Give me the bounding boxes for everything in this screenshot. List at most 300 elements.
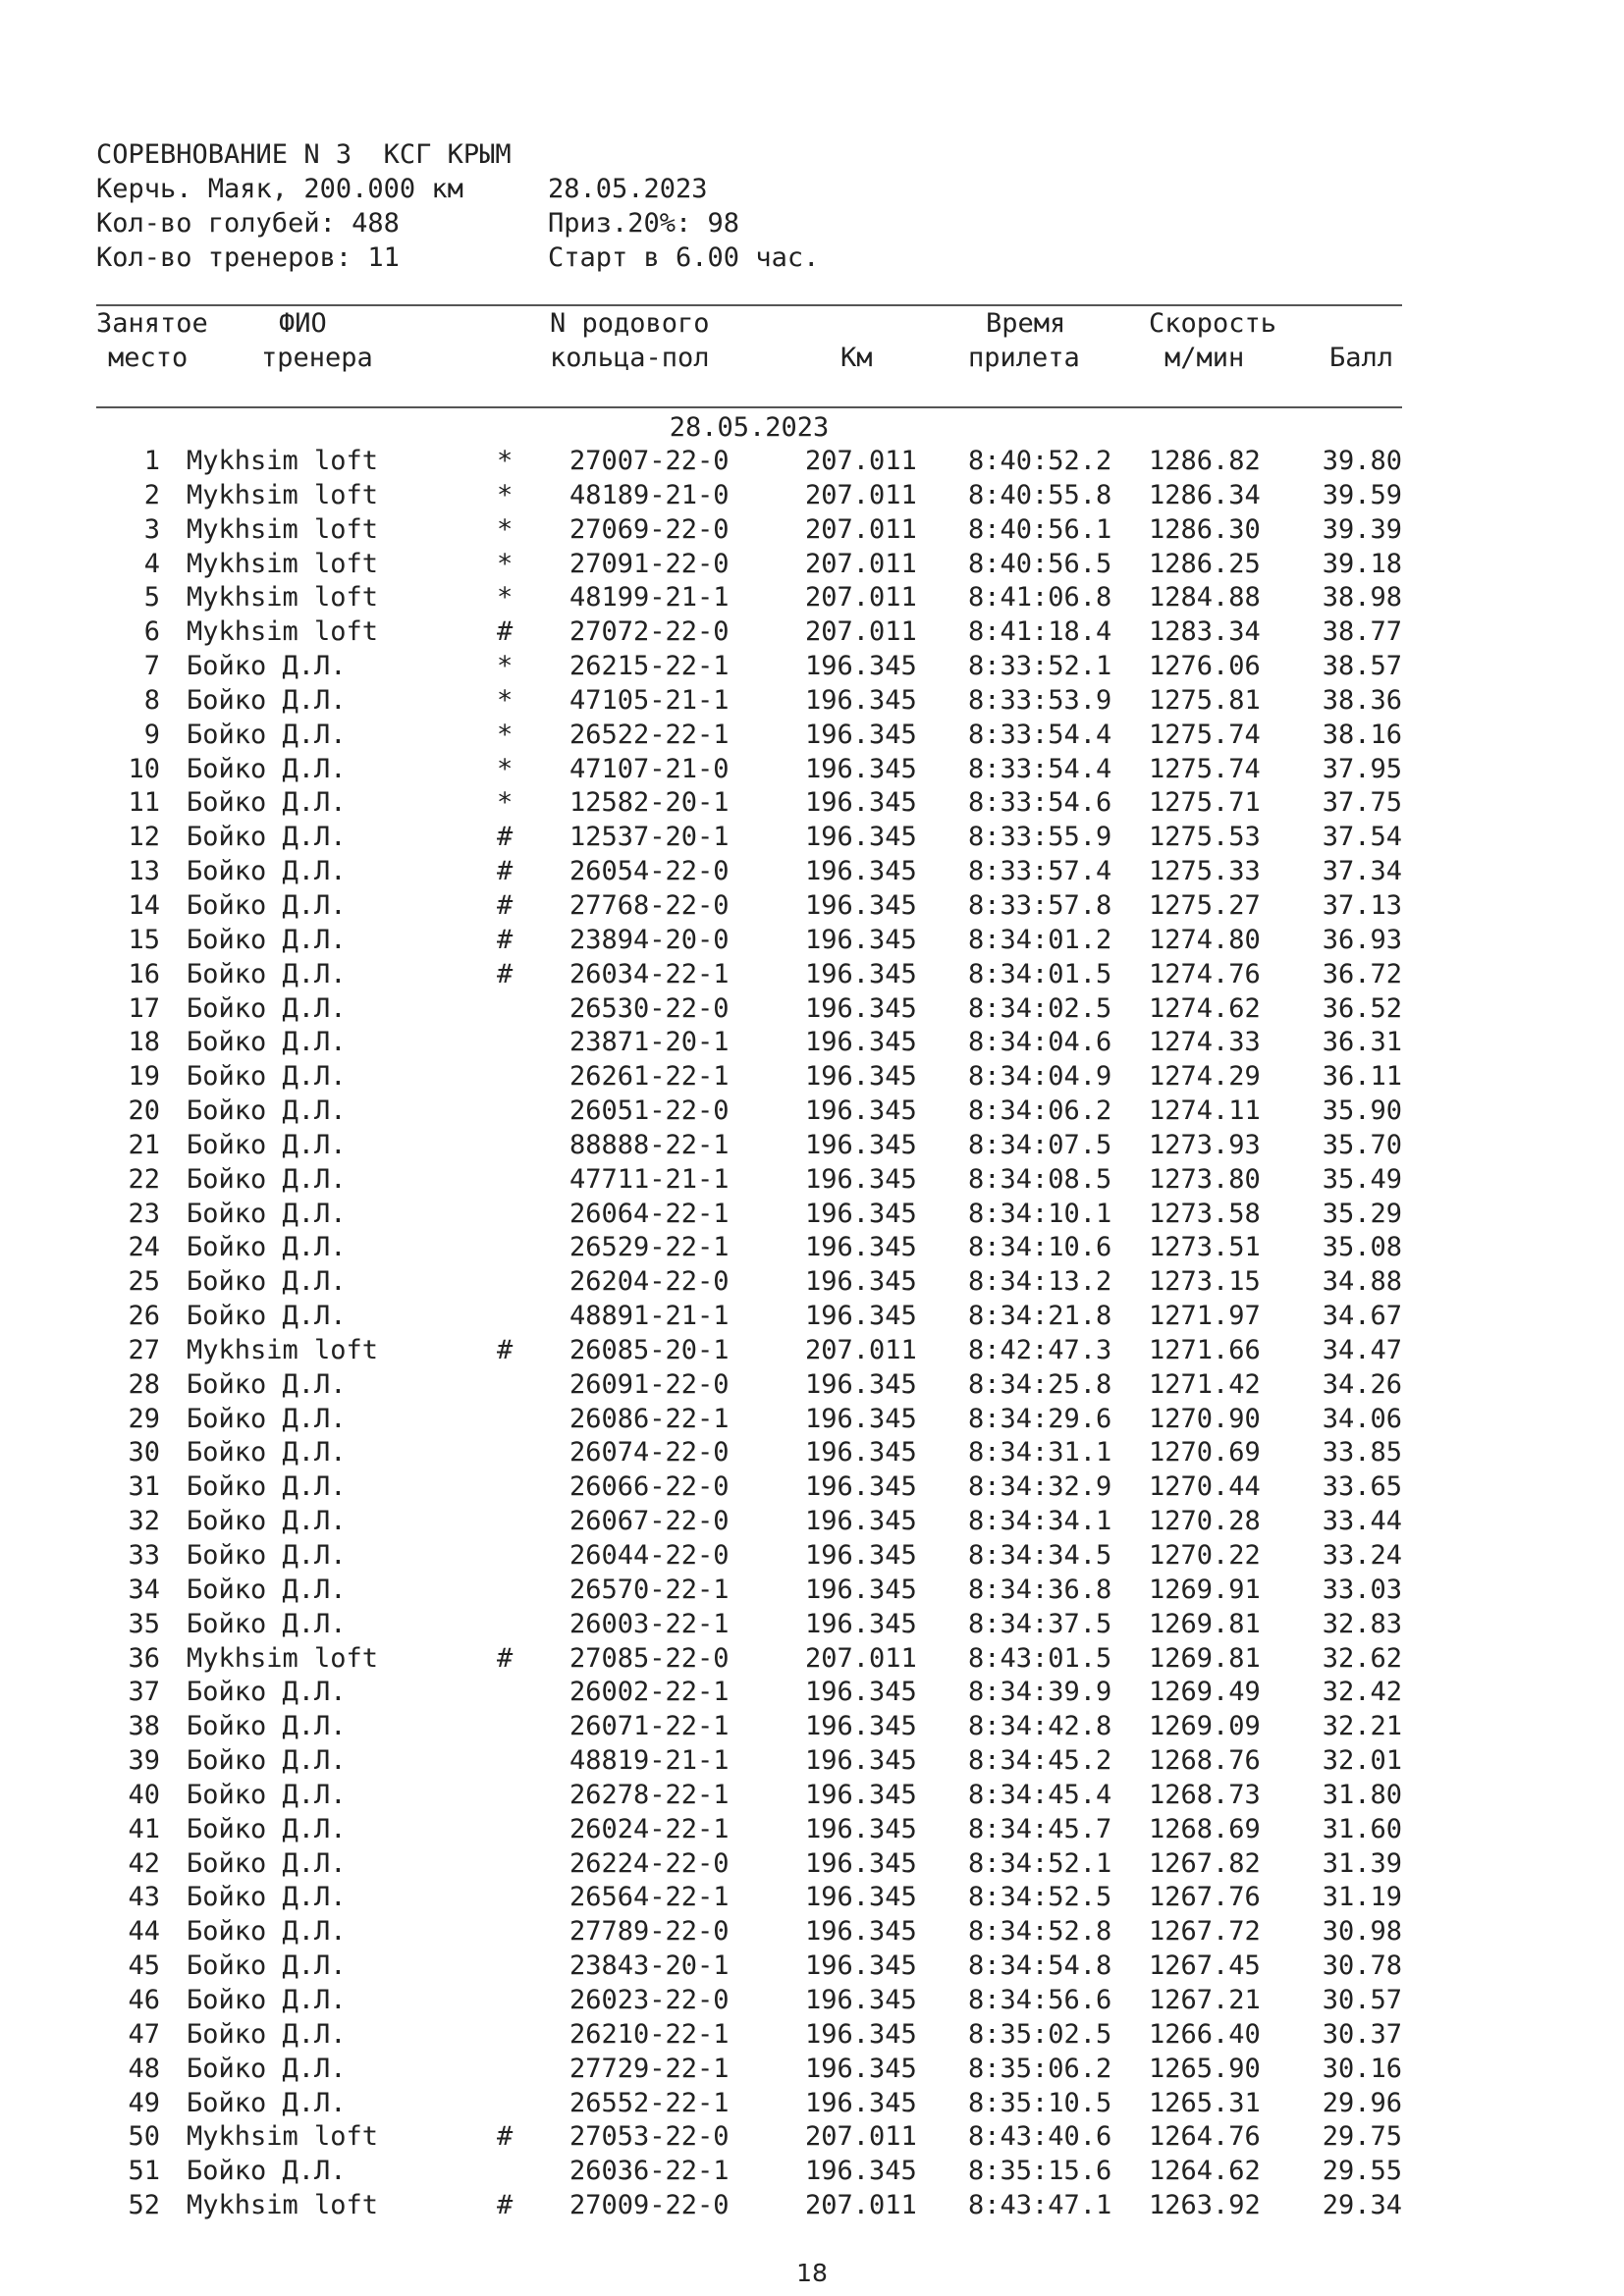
col-header-place-line1: Занятое xyxy=(96,308,208,339)
cell-trainer-name: Бойко Д.Л. xyxy=(187,2018,347,2050)
cell-ring-number: 26086-22-1 xyxy=(569,1403,730,1434)
cell-speed: 1273.80 xyxy=(1149,1163,1261,1195)
cell-arrival-time: 8:33:52.1 xyxy=(968,651,1112,682)
cell-mark: # xyxy=(497,2190,514,2221)
cell-score: 34.47 xyxy=(1322,1334,1402,1365)
cell-ring-number: 27069-22-0 xyxy=(569,513,730,545)
cell-distance-km: 196.345 xyxy=(805,924,917,955)
cell-mark: * xyxy=(497,719,514,750)
cell-trainer-name: Бойко Д.Л. xyxy=(187,1403,347,1434)
cell-place: 42 xyxy=(128,1847,160,1879)
table-row xyxy=(96,1744,1402,1779)
pigeons-info-line xyxy=(96,206,819,240)
cell-mark: # xyxy=(497,2121,514,2153)
cell-mark: * xyxy=(497,651,514,682)
cell-speed: 1286.25 xyxy=(1149,548,1261,579)
cell-trainer-name: Mykhsim loft xyxy=(187,582,379,614)
cell-place: 50 xyxy=(128,2121,160,2153)
cell-distance-km: 196.345 xyxy=(805,1984,917,2015)
cell-score: 32.01 xyxy=(1322,1745,1402,1777)
cell-distance-km: 207.011 xyxy=(805,582,917,614)
table-row xyxy=(96,719,1402,753)
cell-speed: 1268.69 xyxy=(1149,1813,1261,1844)
cell-distance-km: 196.345 xyxy=(805,1232,917,1263)
cell-ring-number: 26530-22-0 xyxy=(569,992,730,1024)
cell-ring-number: 26024-22-1 xyxy=(569,1813,730,1844)
cell-place: 47 xyxy=(128,2018,160,2050)
cell-place: 14 xyxy=(128,889,160,921)
cell-arrival-time: 8:33:54.4 xyxy=(968,753,1112,784)
cell-trainer-name: Бойко Д.Л. xyxy=(187,1847,347,1879)
cell-mark: # xyxy=(497,1642,514,1674)
cell-ring-number: 88888-22-1 xyxy=(569,1129,730,1160)
cell-ring-number: 27789-22-0 xyxy=(569,1916,730,1948)
cell-mark: # xyxy=(497,924,514,955)
cell-score: 36.72 xyxy=(1322,958,1402,989)
cell-distance-km: 207.011 xyxy=(805,1334,917,1365)
race-date: 28.05.2023 xyxy=(548,174,708,204)
cell-score: 35.29 xyxy=(1322,1198,1402,1229)
table-row xyxy=(96,1095,1402,1129)
cell-arrival-time: 8:34:32.9 xyxy=(968,1471,1112,1503)
cell-speed: 1269.91 xyxy=(1149,1574,1261,1605)
report-header xyxy=(96,137,819,275)
table-row xyxy=(96,1984,1402,2018)
cell-place: 9 xyxy=(143,719,160,750)
cell-score: 35.90 xyxy=(1322,1095,1402,1127)
cell-ring-number: 26210-22-1 xyxy=(569,2018,730,2050)
cell-mark: # xyxy=(497,958,514,989)
cell-speed: 1271.66 xyxy=(1149,1334,1261,1365)
cell-arrival-time: 8:34:42.8 xyxy=(968,1711,1112,1742)
cell-trainer-name: Бойко Д.Л. xyxy=(187,753,347,784)
cell-score: 37.13 xyxy=(1322,889,1402,921)
cell-place: 7 xyxy=(143,651,160,682)
cell-trainer-name: Бойко Д.Л. xyxy=(187,787,347,819)
cell-place: 16 xyxy=(128,958,160,989)
cell-trainer-name: Бойко Д.Л. xyxy=(187,822,347,853)
cell-place: 28 xyxy=(128,1368,160,1400)
cell-place: 12 xyxy=(128,822,160,853)
table-row xyxy=(96,1676,1402,1710)
cell-arrival-time: 8:35:06.2 xyxy=(968,2053,1112,2084)
cell-score: 38.98 xyxy=(1322,582,1402,614)
cell-distance-km: 196.345 xyxy=(805,1301,917,1332)
table-row xyxy=(96,2087,1402,2121)
cell-place: 37 xyxy=(128,1677,160,1708)
cell-speed: 1269.49 xyxy=(1149,1677,1261,1708)
cell-score: 30.57 xyxy=(1322,1984,1402,2015)
cell-distance-km: 196.345 xyxy=(805,684,917,716)
cell-speed: 1269.81 xyxy=(1149,1608,1261,1639)
cell-ring-number: 26570-22-1 xyxy=(569,1574,730,1605)
col-header-speed-line1: Скорость xyxy=(1149,308,1277,339)
cell-trainer-name: Бойко Д.Л. xyxy=(187,958,347,989)
cell-trainer-name: Бойко Д.Л. xyxy=(187,1368,347,1400)
cell-ring-number: 23843-20-1 xyxy=(569,1950,730,1982)
col-header-place xyxy=(96,306,208,375)
cell-speed: 1273.58 xyxy=(1149,1198,1261,1229)
cell-place: 49 xyxy=(128,2087,160,2118)
cell-speed: 1274.62 xyxy=(1149,992,1261,1024)
col-header-ring-line1: N родового xyxy=(550,308,710,339)
cell-arrival-time: 8:43:47.1 xyxy=(968,2190,1112,2221)
cell-score: 34.88 xyxy=(1322,1266,1402,1298)
cell-ring-number: 48189-21-0 xyxy=(569,479,730,510)
cell-trainer-name: Бойко Д.Л. xyxy=(187,1882,347,1913)
cell-distance-km: 196.345 xyxy=(805,1847,917,1879)
cell-place: 31 xyxy=(128,1471,160,1503)
cell-place: 13 xyxy=(128,856,160,887)
cell-score: 36.93 xyxy=(1322,924,1402,955)
cell-distance-km: 196.345 xyxy=(805,856,917,887)
competition-title: СОРЕВНОВАНИЕ N 3 КСГ КРЫМ xyxy=(96,139,512,170)
cell-distance-km: 196.345 xyxy=(805,1882,917,1913)
cell-ring-number: 26067-22-0 xyxy=(569,1506,730,1537)
cell-speed: 1275.71 xyxy=(1149,787,1261,819)
cell-mark: * xyxy=(497,753,514,784)
cell-mark: # xyxy=(497,856,514,887)
col-header-speed-line2: м/мин xyxy=(1164,343,1245,373)
cell-arrival-time: 8:34:08.5 xyxy=(968,1163,1112,1195)
cell-trainer-name: Бойко Д.Л. xyxy=(187,1471,347,1503)
cell-score: 31.19 xyxy=(1322,1882,1402,1913)
cell-trainer-name: Mykhsim loft xyxy=(187,616,379,648)
trainers-info-line xyxy=(96,240,819,275)
cell-arrival-time: 8:34:01.2 xyxy=(968,924,1112,955)
cell-arrival-time: 8:33:57.4 xyxy=(968,856,1112,887)
table-row xyxy=(96,1163,1402,1198)
cell-arrival-time: 8:35:15.6 xyxy=(968,2156,1112,2187)
cell-trainer-name: Бойко Д.Л. xyxy=(187,924,347,955)
cell-trainer-name: Бойко Д.Л. xyxy=(187,2053,347,2084)
cell-arrival-time: 8:34:52.8 xyxy=(968,1916,1112,1948)
cell-arrival-time: 8:33:55.9 xyxy=(968,822,1112,853)
cell-mark: * xyxy=(497,513,514,545)
cell-place: 48 xyxy=(128,2053,160,2084)
cell-trainer-name: Бойко Д.Л. xyxy=(187,1061,347,1093)
cell-trainer-name: Бойко Д.Л. xyxy=(187,1540,347,1571)
cell-arrival-time: 8:33:57.8 xyxy=(968,889,1112,921)
cell-place: 32 xyxy=(128,1506,160,1537)
cell-trainer-name: Mykhsim loft xyxy=(187,2190,379,2221)
cell-arrival-time: 8:34:45.4 xyxy=(968,1779,1112,1810)
col-header-km xyxy=(840,306,873,375)
cell-score: 39.59 xyxy=(1322,479,1402,510)
cell-distance-km: 196.345 xyxy=(805,1813,917,1844)
cell-distance-km: 196.345 xyxy=(805,1027,917,1058)
cell-score: 32.83 xyxy=(1322,1608,1402,1639)
cell-place: 51 xyxy=(128,2156,160,2187)
cell-arrival-time: 8:34:04.6 xyxy=(968,1027,1112,1058)
race-location: Керчь. Маяк, 200.000 км xyxy=(96,174,463,204)
cell-place: 18 xyxy=(128,1027,160,1058)
cell-arrival-time: 8:34:56.6 xyxy=(968,1984,1112,2015)
table-row xyxy=(96,821,1402,855)
cell-speed: 1270.44 xyxy=(1149,1471,1261,1503)
cell-place: 1 xyxy=(143,446,160,476)
cell-distance-km: 207.011 xyxy=(805,1642,917,1674)
cell-distance-km: 196.345 xyxy=(805,992,917,1024)
cell-speed: 1274.33 xyxy=(1149,1027,1261,1058)
cell-ring-number: 27009-22-0 xyxy=(569,2190,730,2221)
cell-ring-number: 27007-22-0 xyxy=(569,446,730,476)
cell-arrival-time: 8:35:10.5 xyxy=(968,2087,1112,2118)
cell-trainer-name: Бойко Д.Л. xyxy=(187,651,347,682)
cell-score: 29.75 xyxy=(1322,2121,1402,2153)
cell-trainer-name: Mykhsim loft xyxy=(187,513,379,545)
cell-distance-km: 196.345 xyxy=(805,2087,917,2118)
cell-arrival-time: 8:34:34.1 xyxy=(968,1506,1112,1537)
cell-arrival-time: 8:34:36.8 xyxy=(968,1574,1112,1605)
cell-place: 45 xyxy=(128,1950,160,1982)
cell-distance-km: 196.345 xyxy=(805,1574,917,1605)
cell-score: 30.37 xyxy=(1322,2018,1402,2050)
start-time: Старт в 6.00 час. xyxy=(548,242,820,273)
table-row xyxy=(96,855,1402,889)
cell-score: 34.06 xyxy=(1322,1403,1402,1434)
cell-ring-number: 26051-22-0 xyxy=(569,1095,730,1127)
col-header-name-line2: тренера xyxy=(261,343,373,373)
cell-distance-km: 207.011 xyxy=(805,2121,917,2153)
cell-trainer-name: Бойко Д.Л. xyxy=(187,856,347,887)
cell-place: 52 xyxy=(128,2190,160,2221)
cell-distance-km: 196.345 xyxy=(805,1950,917,1982)
cell-speed: 1263.92 xyxy=(1149,2190,1261,2221)
cell-ring-number: 26552-22-1 xyxy=(569,2087,730,2118)
cell-score: 34.67 xyxy=(1322,1301,1402,1332)
cell-distance-km: 207.011 xyxy=(805,548,917,579)
cell-score: 39.80 xyxy=(1322,446,1402,476)
cell-trainer-name: Бойко Д.Л. xyxy=(187,1027,347,1058)
cell-arrival-time: 8:34:10.6 xyxy=(968,1232,1112,1263)
cell-trainer-name: Бойко Д.Л. xyxy=(187,1506,347,1537)
cell-speed: 1270.90 xyxy=(1149,1403,1261,1434)
cell-trainer-name: Бойко Д.Л. xyxy=(187,684,347,716)
cell-distance-km: 196.345 xyxy=(805,1779,917,1810)
page-number: 18 xyxy=(796,2259,828,2287)
cell-speed: 1274.11 xyxy=(1149,1095,1261,1127)
cell-score: 33.65 xyxy=(1322,1471,1402,1503)
cell-score: 38.36 xyxy=(1322,684,1402,716)
cell-speed: 1275.81 xyxy=(1149,684,1261,716)
cell-trainer-name: Бойко Д.Л. xyxy=(187,1095,347,1127)
cell-ring-number: 26054-22-0 xyxy=(569,856,730,887)
cell-speed: 1276.06 xyxy=(1149,651,1261,682)
cell-trainer-name: Бойко Д.Л. xyxy=(187,719,347,750)
cell-speed: 1269.09 xyxy=(1149,1711,1261,1742)
cell-trainer-name: Бойко Д.Л. xyxy=(187,1266,347,1298)
cell-arrival-time: 8:34:02.5 xyxy=(968,992,1112,1024)
cell-distance-km: 196.345 xyxy=(805,1061,917,1093)
cell-distance-km: 196.345 xyxy=(805,1437,917,1468)
cell-arrival-time: 8:40:55.8 xyxy=(968,479,1112,510)
col-header-ring xyxy=(550,306,710,375)
table-row xyxy=(96,2018,1402,2053)
cell-ring-number: 26044-22-0 xyxy=(569,1540,730,1571)
table-row xyxy=(96,2120,1402,2155)
cell-score: 38.77 xyxy=(1322,616,1402,648)
cell-place: 34 xyxy=(128,1574,160,1605)
cell-speed: 1286.34 xyxy=(1149,479,1261,510)
cell-score: 38.57 xyxy=(1322,651,1402,682)
table-row xyxy=(96,1300,1402,1334)
cell-trainer-name: Бойко Д.Л. xyxy=(187,1677,347,1708)
cell-place: 29 xyxy=(128,1403,160,1434)
cell-ring-number: 26278-22-1 xyxy=(569,1779,730,1810)
cell-score: 32.42 xyxy=(1322,1677,1402,1708)
cell-place: 40 xyxy=(128,1779,160,1810)
cell-arrival-time: 8:34:25.8 xyxy=(968,1368,1112,1400)
table-row xyxy=(96,1198,1402,1232)
cell-speed: 1273.15 xyxy=(1149,1266,1261,1298)
cell-ring-number: 26064-22-1 xyxy=(569,1198,730,1229)
cell-ring-number: 12537-20-1 xyxy=(569,822,730,853)
cell-ring-number: 26023-22-0 xyxy=(569,1984,730,2015)
cell-distance-km: 196.345 xyxy=(805,1540,917,1571)
table-row xyxy=(96,513,1402,548)
cell-speed: 1267.45 xyxy=(1149,1950,1261,1982)
cell-mark: * xyxy=(497,479,514,510)
cell-distance-km: 196.345 xyxy=(805,753,917,784)
cell-mark: # xyxy=(497,889,514,921)
cell-ring-number: 27729-22-1 xyxy=(569,2053,730,2084)
table-row xyxy=(96,1574,1402,1608)
table-row xyxy=(96,1915,1402,1949)
cell-speed: 1268.73 xyxy=(1149,1779,1261,1810)
cell-place: 24 xyxy=(128,1232,160,1263)
cell-score: 39.18 xyxy=(1322,548,1402,579)
cell-ring-number: 26071-22-1 xyxy=(569,1711,730,1742)
cell-trainer-name: Бойко Д.Л. xyxy=(187,1574,347,1605)
table-row xyxy=(96,1231,1402,1265)
cell-ring-number: 26522-22-1 xyxy=(569,719,730,750)
cell-place: 20 xyxy=(128,1095,160,1127)
cell-speed: 1270.69 xyxy=(1149,1437,1261,1468)
cell-ring-number: 26002-22-1 xyxy=(569,1677,730,1708)
table-row xyxy=(96,992,1402,1027)
cell-speed: 1274.80 xyxy=(1149,924,1261,955)
cell-distance-km: 207.011 xyxy=(805,616,917,648)
cell-speed: 1268.76 xyxy=(1149,1745,1261,1777)
cell-arrival-time: 8:34:07.5 xyxy=(968,1129,1112,1160)
table-row xyxy=(96,1026,1402,1060)
cell-place: 2 xyxy=(143,479,160,510)
cell-ring-number: 27091-22-0 xyxy=(569,548,730,579)
cell-speed: 1286.30 xyxy=(1149,513,1261,545)
cell-score: 35.70 xyxy=(1322,1129,1402,1160)
table-row xyxy=(96,1129,1402,1163)
cell-trainer-name: Бойко Д.Л. xyxy=(187,2087,347,2118)
col-header-score-label: Балл xyxy=(1329,343,1394,373)
cell-score: 36.11 xyxy=(1322,1061,1402,1093)
table-row xyxy=(96,1334,1402,1368)
cell-trainer-name: Mykhsim loft xyxy=(187,2121,379,2153)
cell-speed: 1271.42 xyxy=(1149,1368,1261,1400)
section-date: 28.05.2023 xyxy=(669,412,830,443)
cell-arrival-time: 8:35:02.5 xyxy=(968,2018,1112,2050)
col-header-place-line2: место xyxy=(108,343,189,373)
cell-trainer-name: Бойко Д.Л. xyxy=(187,1984,347,2015)
cell-arrival-time: 8:42:47.3 xyxy=(968,1334,1112,1365)
cell-distance-km: 207.011 xyxy=(805,479,917,510)
cell-place: 3 xyxy=(143,513,160,545)
cell-score: 33.85 xyxy=(1322,1437,1402,1468)
table-row xyxy=(96,1847,1402,1882)
cell-distance-km: 196.345 xyxy=(805,1677,917,1708)
col-header-name-line1: ФИО xyxy=(279,308,327,339)
pigeons-count: Кол-во голубей: 488 xyxy=(96,208,400,239)
cell-trainer-name: Бойко Д.Л. xyxy=(187,1711,347,1742)
cell-arrival-time: 8:34:37.5 xyxy=(968,1608,1112,1639)
cell-place: 25 xyxy=(128,1266,160,1298)
cell-ring-number: 47107-21-0 xyxy=(569,753,730,784)
cell-ring-number: 48819-21-1 xyxy=(569,1745,730,1777)
col-header-time-line1: Время xyxy=(986,308,1066,339)
cell-speed: 1267.82 xyxy=(1149,1847,1261,1879)
cell-speed: 1270.28 xyxy=(1149,1506,1261,1537)
cell-trainer-name: Mykhsim loft xyxy=(187,548,379,579)
cell-place: 15 xyxy=(128,924,160,955)
cell-speed: 1275.27 xyxy=(1149,889,1261,921)
cell-speed: 1267.72 xyxy=(1149,1916,1261,1948)
cell-trainer-name: Бойко Д.Л. xyxy=(187,1745,347,1777)
cell-distance-km: 196.345 xyxy=(805,2156,917,2187)
table-row xyxy=(96,1470,1402,1505)
cell-arrival-time: 8:34:04.9 xyxy=(968,1061,1112,1093)
cell-arrival-time: 8:34:01.5 xyxy=(968,958,1112,989)
col-header-score xyxy=(1329,306,1393,375)
cell-speed: 1267.76 xyxy=(1149,1882,1261,1913)
cell-speed: 1274.76 xyxy=(1149,958,1261,989)
col-header-name xyxy=(261,306,373,375)
cell-score: 35.08 xyxy=(1322,1232,1402,1263)
cell-trainer-name: Mykhsim loft xyxy=(187,1642,379,1674)
cell-arrival-time: 8:34:34.5 xyxy=(968,1540,1112,1571)
cell-score: 36.52 xyxy=(1322,992,1402,1024)
cell-place: 22 xyxy=(128,1163,160,1195)
cell-arrival-time: 8:34:21.8 xyxy=(968,1301,1112,1332)
cell-distance-km: 196.345 xyxy=(805,651,917,682)
cell-trainer-name: Бойко Д.Л. xyxy=(187,992,347,1024)
cell-trainer-name: Mykhsim loft xyxy=(187,479,379,510)
cell-place: 4 xyxy=(143,548,160,579)
cell-arrival-time: 8:33:53.9 xyxy=(968,684,1112,716)
cell-arrival-time: 8:41:18.4 xyxy=(968,616,1112,648)
cell-score: 37.34 xyxy=(1322,856,1402,887)
cell-score: 37.95 xyxy=(1322,753,1402,784)
cell-speed: 1275.74 xyxy=(1149,719,1261,750)
cell-speed: 1273.51 xyxy=(1149,1232,1261,1263)
cell-trainer-name: Бойко Д.Л. xyxy=(187,1779,347,1810)
cell-trainer-name: Mykhsim loft xyxy=(187,446,379,476)
table-row xyxy=(96,1368,1402,1403)
cell-speed: 1265.90 xyxy=(1149,2053,1261,2084)
cell-distance-km: 196.345 xyxy=(805,1095,917,1127)
cell-distance-km: 207.011 xyxy=(805,513,917,545)
table-row xyxy=(96,548,1402,582)
cell-mark: * xyxy=(497,446,514,476)
table-row xyxy=(96,650,1402,684)
cell-place: 38 xyxy=(128,1711,160,1742)
cell-speed: 1266.40 xyxy=(1149,2018,1261,2050)
race-info-line xyxy=(96,172,819,206)
cell-place: 36 xyxy=(128,1642,160,1674)
cell-score: 29.96 xyxy=(1322,2087,1402,2118)
cell-mark: # xyxy=(497,616,514,648)
cell-speed: 1269.81 xyxy=(1149,1642,1261,1674)
cell-arrival-time: 8:40:56.5 xyxy=(968,548,1112,579)
